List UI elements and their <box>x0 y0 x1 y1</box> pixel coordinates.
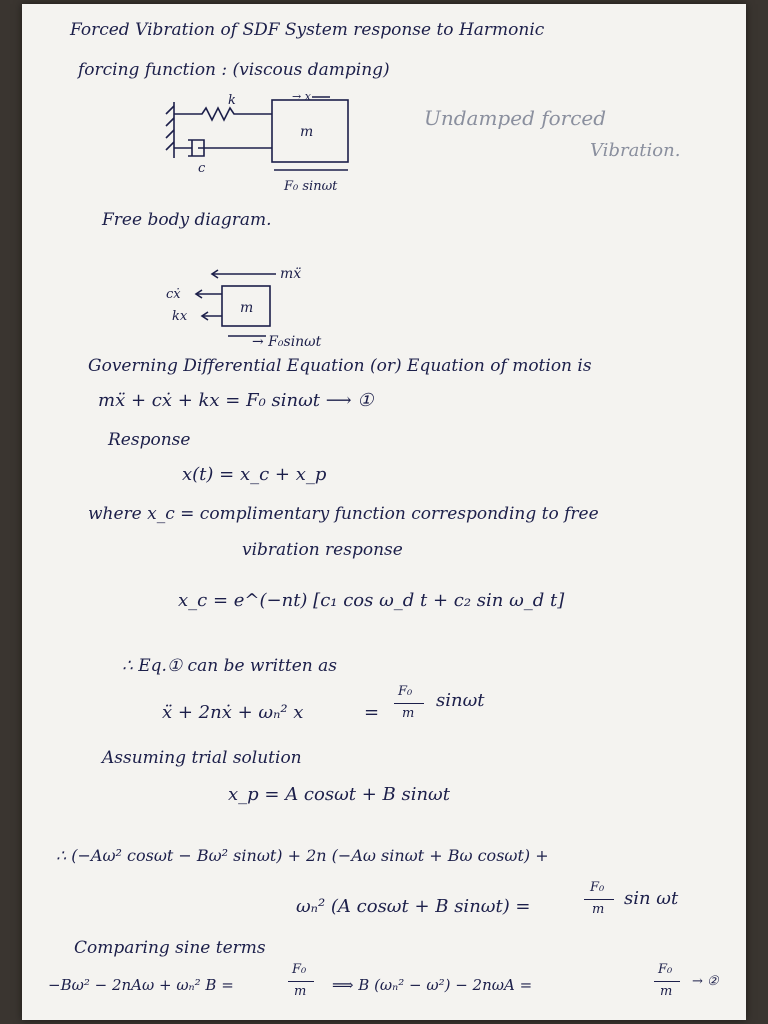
damping-force-label: cẋ <box>166 287 181 302</box>
substitution-line-1: ∴ (−Aω² cosωt − Bω² sinωt) + 2n (−Aω sinωt + Bω cosωt) + <box>56 846 549 865</box>
sine-comparison-left: −Bω² − 2nAω + ωₙ² B = <box>48 976 234 994</box>
last-fraction-bar <box>288 981 314 982</box>
equation-of-motion: mẍ + cẋ + kx = F₀ sinωt ⟶ ① <box>98 390 374 411</box>
damper-label: c <box>198 161 206 176</box>
mass-label: m <box>300 124 314 140</box>
complementary-solution: x_c = e^(−nt) [c₁ cos ω_d t + c₂ sin ω_d t] <box>178 590 565 611</box>
fraction-bar <box>394 703 424 704</box>
normalized-equation-tail: sinωt <box>436 690 485 711</box>
title-line-2: forcing function : (viscous damping) <box>78 60 390 80</box>
normalized-equation-lhs: ẍ + 2nẋ + ωₙ² x <box>162 702 304 723</box>
substitution-line-2: ωₙ² (A cosωt + B sinωt) = <box>296 896 531 917</box>
notebook-page <box>22 4 746 1020</box>
force-label: F₀ sinωt <box>284 179 338 194</box>
applied-force-label: → F₀sinωt <box>252 334 322 350</box>
substitution-tail: sin ωt <box>624 888 679 909</box>
assuming-trial-solution: Assuming trial solution <box>102 748 302 768</box>
equation-2-marker: → ② <box>692 974 719 989</box>
fbd-heading: Free body diagram. <box>102 210 272 230</box>
fraction-denominator: m <box>402 706 415 721</box>
side-note-2: Vibration. <box>590 140 681 161</box>
sub-fraction-numerator: F₀ <box>590 880 605 895</box>
sub-fraction-denominator: m <box>592 902 605 917</box>
last-right-denominator: m <box>660 984 673 999</box>
spring-label: k <box>228 93 236 108</box>
comparing-sine-terms: Comparing sine terms <box>74 938 266 958</box>
equals-sign: = <box>364 702 380 723</box>
where-line-2: vibration response <box>242 540 403 560</box>
inertia-force-label: mẍ <box>280 266 302 282</box>
fbd-mass-label: m <box>240 300 254 316</box>
spring-force-label: kx <box>172 309 188 324</box>
side-note: Undamped forced <box>424 106 607 130</box>
last-right-fraction-bar <box>654 981 680 982</box>
where-line: where x_c = complimentary function corresponding to free <box>88 504 599 524</box>
last-fraction-numerator: F₀ <box>292 962 307 977</box>
governing-heading: Governing Differential Equation (or) Equation of motion is <box>88 356 592 376</box>
sub-fraction-bar <box>584 899 614 900</box>
trial-solution: x_p = A cosωt + B sinωt <box>228 784 450 805</box>
title-line-1: Forced Vibration of SDF System response to Harmonic <box>70 20 545 40</box>
last-fraction-denominator: m <box>294 984 307 999</box>
displacement-label: → x <box>292 90 311 103</box>
free-body-diagram <box>132 254 392 354</box>
fraction-numerator: F₀ <box>398 684 413 699</box>
last-right-numerator: F₀ <box>658 962 673 977</box>
eq-written-as: ∴ Eq.① can be written as <box>122 656 337 676</box>
spring-mass-damper-diagram <box>162 88 382 200</box>
response-equation: x(t) = x_c + x_p <box>182 464 327 485</box>
sine-comparison-right: ⟹ B (ωₙ² − ω²) − 2nωA = <box>332 976 533 994</box>
response-label: Response <box>108 430 191 450</box>
